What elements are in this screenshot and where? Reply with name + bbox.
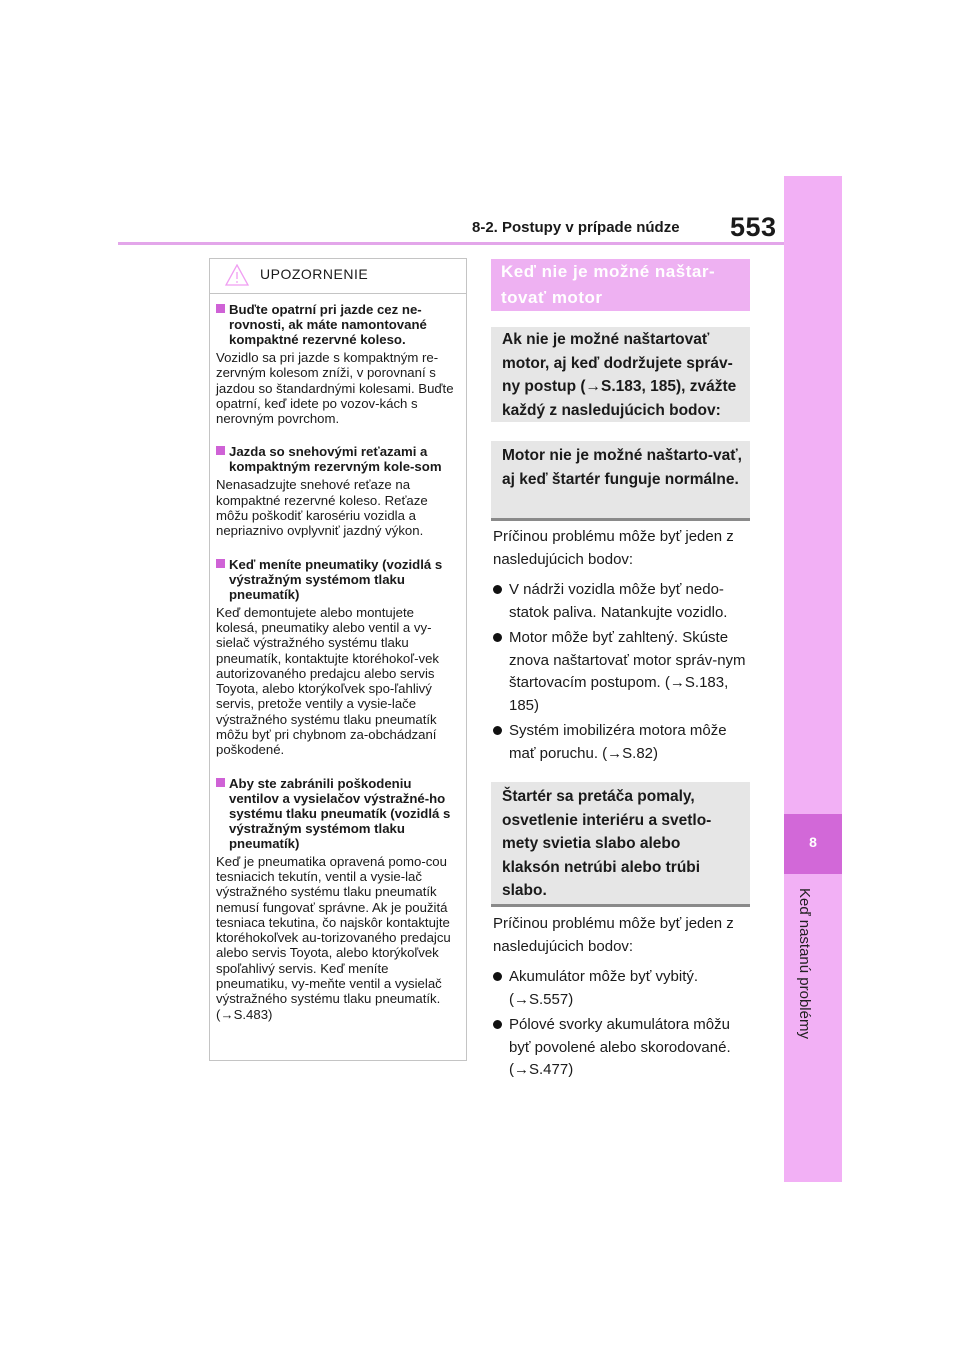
intro-box [491,327,750,422]
caution-box [209,258,467,1061]
bullet-icon [493,633,502,642]
subsection1-lead: Príčinou problému môže byť jeden z nasledujúcich bodov: [493,528,734,568]
caution-item [216,444,458,538]
bullet-icon [493,972,502,981]
chapter-label: Keď nastanú problémy [796,888,813,1039]
square-bullet-icon [216,304,225,313]
caution-item-text: Vozidlo sa pri jazde s kompaktným re-zervným kolesom zníži, v porovnaní s jazdou so štandardnými kolesami. Buďte opatrní, keď idete po vozov-kách s nerovným povrchom. [216,350,454,427]
list-item: Pólové svorky akumulátora môžu byť povolené alebo skorodované. (→S.477) [493,1014,755,1082]
caution-item [216,776,458,1022]
caution-item [216,302,458,426]
subsection2-content [493,913,755,1082]
list-item: Systém imobilizéra motora môže mať poruchu. (→S.82) [493,720,755,765]
section-title: 8-2. Postupy v prípade núdze [472,219,680,236]
caution-item-text: Keď demontujete alebo montujete kolesá, pneumatiky alebo ventil a vy-sielač výstražného systému tlaku pneumatík, kontaktujte ktoréhokoľ-vek autorizovaného predajcu alebo servis Toyota, alebo ktorýkoľvek spo-ľahlivý servis, pretože ventily a vysie-lače výstražného systému tlaku pneumatík môžu byť pri chybnom za-obchádzaní poškodené. [216,604,440,758]
caution-title: UPOZORNENIE [260,266,369,282]
subsection2-lead: Príčinou problému môže byť jeden z nasledujúcich bodov: [493,915,734,955]
caution-item-text: Nenasadzujte snehové reťaze na kompaktné rezervné koleso. Reťaze môžu poškodiť karosériu vozidla a nepriaznivo ovplyvniť jazdný výkon. [216,477,428,539]
chapter-number-tab [784,814,842,874]
caution-item-heading: Jazda so snehovými reťazami a kompaktným rezervným kole-som [216,444,458,474]
main-title: Keď nie je možné naštar-tovať motor [501,262,716,307]
caution-item-heading: Aby ste zabránili poškodeniu ventilov a vysielačov výstražné-ho systému tlaku pneumatík (vozidlá s výstražným systémom tlaku pneumatík) [216,776,458,851]
caution-item-heading: Keď meníte pneumatiky (vozidlá s výstražným systémom tlaku pneumatík) [216,557,458,602]
header-divider [118,242,842,245]
list-item: Akumulátor môže byť vybitý. (→S.557) [493,966,755,1011]
subsection2-title: Štartér sa pretáča pomaly, osvetlenie interiéru a svetlo-mety svietia slabo alebo klaksón netrúbi alebo trúbi slabo. [502,788,712,899]
caution-item-text: Keď je pneumatika opravená pomo-cou tesniacich tekutín, ventil a vysie-lač výstražného systému tlaku pneumatík nemusí fungovať správne. Ak je použitá tesniaca tekutina, čo najskôr kontaktujte ktoréhokoľvek au-torizovaného predajcu alebo servis Toyota, alebo ktorýkoľvek spoľahlivý servis. Keď meníte pneumatiku, vy-meňte ventil a vysielač výstražného systému tlaku pneumatík. (→S.483) [216,853,451,1022]
subsection1-content [493,526,755,765]
square-bullet-icon [216,778,225,787]
chapter-number: 8 [809,834,817,850]
warning-triangle-icon [225,264,249,286]
list-item: V nádrži vozidla môže byť nedo-statok paliva. Natankujte vozidlo. [493,579,755,624]
bullet-icon [493,726,502,735]
square-bullet-icon [216,559,225,568]
main-title-banner [491,259,750,311]
list-item: Motor môže byť zahltený. Skúste znova naštartovať motor správ-nym štartovacím postupom. (→S.183, 185) [493,627,755,717]
bullet-icon [493,585,502,594]
caution-header [210,259,466,294]
caution-item [216,557,458,758]
subsection1-title: Motor nie je možné naštarto-vať, aj keď štartér funguje normálne. [502,447,742,488]
intro-text: Ak nie je možné naštartovať motor, aj keď dodržujete správ-ny postup (→S.183, 185), zvážte každý z nasledujúcich bodov: [502,331,737,419]
caution-item-heading: Buďte opatrní pri jazde cez ne-rovnosti, ak máte namontované kompaktné rezervné koleso. [216,302,458,347]
subsection2-heading-box [491,782,750,907]
chapter-side-tab [784,176,842,1182]
square-bullet-icon [216,446,225,455]
caution-body [210,302,466,1022]
page-number: 553 [730,212,777,242]
bullet-icon [493,1020,502,1029]
subsection1-heading-box [491,441,750,521]
